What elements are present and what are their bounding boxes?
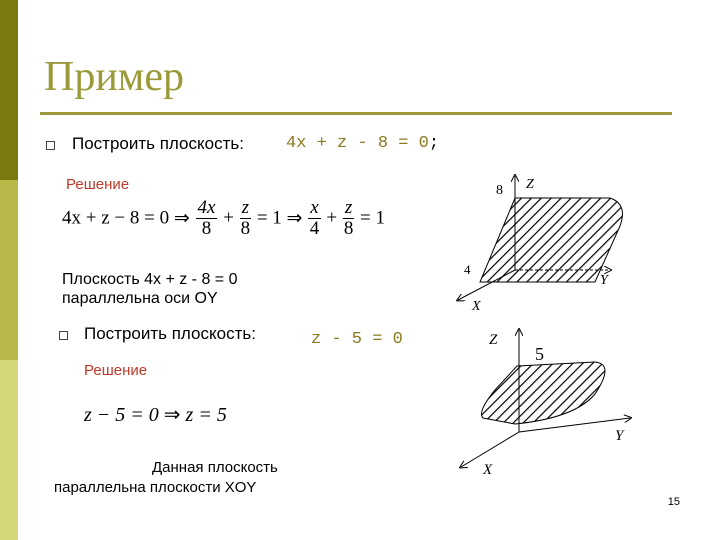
implies-icon: ⇒ bbox=[163, 404, 181, 426]
page-number: 15 bbox=[667, 496, 680, 508]
x-axis-label: X bbox=[483, 462, 493, 478]
implies-icon: ⇒ bbox=[286, 208, 303, 229]
slide-title: Пример bbox=[44, 54, 185, 100]
task2-solution-label: Решение bbox=[84, 362, 148, 379]
z-intercept-label: 8 bbox=[496, 183, 503, 198]
x-axis-label: X bbox=[472, 299, 481, 310]
fraction-denominator: 8 bbox=[343, 218, 354, 239]
task1-note-line2: параллельна оси OY bbox=[62, 290, 218, 307]
task2-math-lhs: z − 5 = 0 bbox=[84, 404, 159, 426]
title-underline bbox=[40, 112, 672, 115]
fraction-denominator: 8 bbox=[240, 218, 251, 239]
fraction-z-over-8 bbox=[343, 198, 354, 239]
left-sidebar-stripe bbox=[0, 0, 18, 540]
task2-label: Построить плоскость: bbox=[84, 324, 256, 343]
task2-equation: z - 5 = 0 bbox=[311, 330, 403, 349]
hatched-plane bbox=[480, 198, 622, 282]
task2-math-line bbox=[84, 402, 227, 427]
task1-equation-suffix: ; bbox=[428, 134, 440, 153]
plus-sign: + bbox=[223, 207, 234, 229]
x-intercept-label: 4 bbox=[464, 262, 471, 277]
task1-solution-label: Решение bbox=[66, 176, 130, 193]
task1-math-eq2: = 1 bbox=[360, 207, 385, 229]
figure2-plane-diagram bbox=[455, 322, 645, 482]
hatched-plane bbox=[482, 362, 606, 424]
fraction-z-over-8 bbox=[240, 198, 251, 239]
task1-math-line bbox=[62, 198, 385, 239]
plus-sign: + bbox=[326, 207, 338, 229]
hollow-square-bullet-icon bbox=[46, 141, 55, 150]
task1-equation bbox=[286, 134, 439, 153]
y-axis-label: Y bbox=[615, 428, 624, 444]
fraction-numerator: z bbox=[241, 197, 250, 218]
z-axis-label: Z bbox=[489, 332, 498, 348]
fraction-numerator: z bbox=[344, 197, 353, 218]
sidebar-segment-top bbox=[0, 0, 18, 180]
task2-note-line2: параллельна плоскости XOY bbox=[54, 479, 257, 496]
sidebar-segment-middle bbox=[0, 180, 18, 360]
fraction-denominator: 4 bbox=[309, 218, 320, 239]
task1-label: Построить плоскость: bbox=[72, 134, 244, 153]
fraction-x-over-4 bbox=[308, 198, 320, 239]
figure1-plane-diagram bbox=[440, 160, 630, 310]
task1-math-eq1: = 1 bbox=[256, 207, 282, 229]
fraction-denominator: 8 bbox=[201, 218, 212, 239]
task1-note-line1: Плоскость 4x + z - 8 = 0 bbox=[62, 271, 238, 288]
z-axis-label: Z bbox=[526, 177, 534, 192]
y-axis-label: Y bbox=[600, 273, 608, 288]
z-intercept-label: 5 bbox=[535, 344, 544, 364]
task2-note-line1: Данная плоскость bbox=[152, 459, 278, 476]
task1-math-lhs: 4x + z − 8 = 0 bbox=[62, 207, 170, 229]
fraction-numerator: 4x bbox=[197, 197, 216, 218]
fraction-4x-over-8 bbox=[196, 198, 218, 239]
sidebar-segment-bottom bbox=[0, 360, 18, 540]
implies-icon: ⇒ bbox=[173, 208, 190, 229]
task1-equation-text: 4x + z - 8 = 0 bbox=[286, 134, 429, 153]
hollow-square-bullet-icon bbox=[59, 331, 68, 340]
task2-math-rhs: z = 5 bbox=[185, 404, 227, 426]
fraction-numerator: x bbox=[310, 197, 319, 218]
